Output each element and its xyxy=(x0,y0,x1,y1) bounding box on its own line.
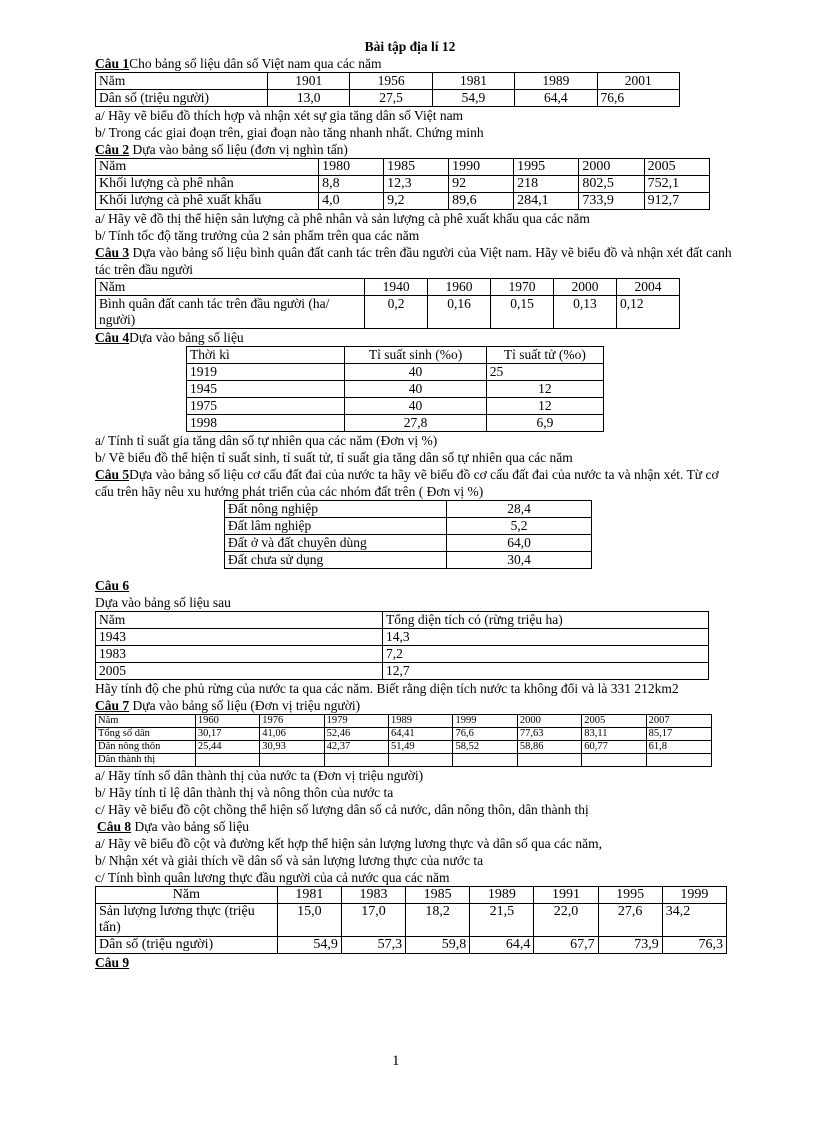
table-cell: 1985 xyxy=(406,887,470,904)
table-cell: 22,0 xyxy=(534,904,598,937)
table-cell xyxy=(260,754,324,767)
table-cell: Thời kì xyxy=(187,347,345,364)
q2-intro: Câu 2 Dựa vào bảng số liệu (đơn vị nghìn tấn) xyxy=(95,142,348,157)
table-cell: 12 xyxy=(486,398,603,415)
table-cell: 1945 xyxy=(187,381,345,398)
table-cell: 1989 xyxy=(515,73,597,90)
table-cell: Năm xyxy=(96,279,365,296)
table-cell: Dân nông thôn xyxy=(96,741,196,754)
table-cell: 76,6 xyxy=(453,728,517,741)
table-cell: 1943 xyxy=(96,629,383,646)
q7-part-a: a/ Hãy tính số dân thành thị của nước ta (Đơn vị triệu người) xyxy=(95,768,424,783)
table-row xyxy=(96,937,727,954)
q3-table xyxy=(95,278,680,329)
table-cell: 12,7 xyxy=(383,663,709,680)
table-cell: 2000 xyxy=(517,715,581,728)
table-cell: 1991 xyxy=(534,887,598,904)
page-title: Bài tập địa lí 12 xyxy=(364,39,456,54)
table-cell: 40 xyxy=(345,364,486,381)
document-page xyxy=(95,38,735,971)
table-cell: 1985 xyxy=(384,159,449,176)
table-row xyxy=(96,646,709,663)
table-cell: 1975 xyxy=(187,398,345,415)
table-cell: 64,4 xyxy=(470,937,534,954)
table-row xyxy=(96,728,712,741)
table-cell: Dân số (triệu người) xyxy=(96,90,268,107)
table-cell: 1983 xyxy=(96,646,383,663)
table-row xyxy=(96,73,680,90)
q4-intro: Câu 4Dựa vào bảng số liệu xyxy=(95,330,244,345)
table-cell: 1998 xyxy=(187,415,345,432)
table-cell: 12,3 xyxy=(384,176,449,193)
q1-label: Câu 1 xyxy=(95,56,130,71)
table-cell: 27,8 xyxy=(345,415,486,432)
q4-label: Câu 4 xyxy=(95,330,130,345)
table-cell: 25 xyxy=(486,364,603,381)
table-cell: 89,6 xyxy=(449,193,514,210)
q8-label: Câu 8 xyxy=(97,819,132,834)
table-cell: 1976 xyxy=(260,715,324,728)
table-cell: 76,6 xyxy=(597,90,679,107)
table-cell: 0,15 xyxy=(491,296,554,329)
table-cell: Đất nông nghiệp xyxy=(225,501,447,518)
table-cell: 60,77 xyxy=(582,741,646,754)
q3-label: Câu 3 xyxy=(95,245,130,260)
table-cell: 77,63 xyxy=(517,728,581,741)
table-cell: 30,4 xyxy=(447,552,592,569)
table-cell: 2001 xyxy=(597,73,679,90)
q8-part-c: c/ Tính bình quân lương thực đầu người của cả nước qua các năm xyxy=(95,870,450,885)
table-cell: 1940 xyxy=(365,279,428,296)
table-cell xyxy=(195,754,259,767)
table-row xyxy=(96,715,712,728)
q7-part-c: c/ Hãy vẽ biểu đồ cột chồng thể hiện số lượng dân số cả nước, dân nông thôn, dân thành thị xyxy=(95,802,589,817)
table-row xyxy=(225,552,592,569)
q2-part-a: a/ Hãy vẽ đồ thị thể hiện sản lượng cà phê nhân và sản lượng cà phê xuất khẩu qua các năm xyxy=(95,211,590,226)
table-cell: 30,17 xyxy=(195,728,259,741)
table-cell: 25,44 xyxy=(195,741,259,754)
table-cell: 21,5 xyxy=(470,904,534,937)
page-number: 1 xyxy=(392,1053,400,1069)
q3-intro: Câu 3 Dựa vào bảng số liệu bình quân đất canh tác trên đầu người của Việt nam. Hãy vẽ biểu đồ và nhận xét đất canh tác trên đầu người xyxy=(95,245,732,277)
table-cell: 67,7 xyxy=(534,937,598,954)
q7-intro: Câu 7 Dựa vào bảng số liệu (Đơn vị triệu người) xyxy=(95,698,361,713)
table-cell: 1995 xyxy=(514,159,579,176)
table-cell: 0,12 xyxy=(616,296,679,329)
table-cell: Tổng số dân xyxy=(96,728,196,741)
table-cell: 1999 xyxy=(662,887,726,904)
table-cell: 40 xyxy=(345,398,486,415)
table-row xyxy=(96,629,709,646)
table-row xyxy=(96,193,710,210)
table-row xyxy=(187,364,604,381)
table-cell: Dân số (triệu người) xyxy=(96,937,278,954)
table-cell: Năm xyxy=(96,715,196,728)
table-cell: Dân thành thị xyxy=(96,754,196,767)
table-row xyxy=(187,347,604,364)
table-row xyxy=(225,518,592,535)
q8-part-a: a/ Hãy vẽ biểu đồ cột và đường kết hợp thể hiện sản lượng lương thực và dân số qua các năm, xyxy=(95,836,602,851)
q8-intro: Câu 8 Dựa vào bảng số liệu xyxy=(97,819,250,834)
table-cell: 1981 xyxy=(277,887,341,904)
table-cell: 58,86 xyxy=(517,741,581,754)
table-cell: 28,4 xyxy=(447,501,592,518)
table-row xyxy=(187,398,604,415)
table-cell: 17,0 xyxy=(341,904,405,937)
table-cell: 1980 xyxy=(319,159,384,176)
table-cell: 1989 xyxy=(389,715,453,728)
table-cell: Năm xyxy=(96,73,268,90)
q7-label: Câu 7 xyxy=(95,698,130,713)
table-cell: 2005 xyxy=(644,159,709,176)
table-cell: Bình quân đất canh tác trên đầu người (ha/ người) xyxy=(96,296,365,329)
table-cell: 2005 xyxy=(96,663,383,680)
table-cell: 58,52 xyxy=(453,741,517,754)
q9-label: Câu 9 xyxy=(95,955,130,970)
q2-table xyxy=(95,158,710,210)
table-cell: 57,3 xyxy=(341,937,405,954)
table-cell: 1960 xyxy=(428,279,491,296)
table-cell: 27,5 xyxy=(350,90,432,107)
table-cell: 5,2 xyxy=(447,518,592,535)
table-row xyxy=(96,296,680,329)
table-cell: 8,8 xyxy=(319,176,384,193)
table-row xyxy=(96,904,727,937)
table-row xyxy=(225,535,592,552)
table-cell: 41,06 xyxy=(260,728,324,741)
table-cell: 284,1 xyxy=(514,193,579,210)
table-cell: 1901 xyxy=(268,73,350,90)
q2-label: Câu 2 xyxy=(95,142,130,157)
table-row xyxy=(96,176,710,193)
q6-label: Câu 6 xyxy=(95,578,130,593)
table-cell: 7,2 xyxy=(383,646,709,663)
table-cell: Đất lâm nghiệp xyxy=(225,518,447,535)
table-cell: 61,8 xyxy=(646,741,711,754)
table-cell: 14,3 xyxy=(383,629,709,646)
table-cell: 64,4 xyxy=(515,90,597,107)
table-cell xyxy=(646,754,711,767)
table-cell: 12 xyxy=(486,381,603,398)
table-cell xyxy=(582,754,646,767)
table-cell: 83,11 xyxy=(582,728,646,741)
q6-table xyxy=(95,611,709,680)
q5-intro: Câu 5Dựa vào bảng số liệu cơ cấu đất đai của nước ta hãy vẽ biểu đồ cơ cấu đất đai của nước ta và nhận xét. Từ cơ cấu trên hãy nêu xu hướng phát triển của các nhóm đất trên ( Đơn vị %) xyxy=(95,467,719,499)
table-cell: 1956 xyxy=(350,73,432,90)
q9-heading xyxy=(95,954,735,971)
table-cell: 13,0 xyxy=(268,90,350,107)
table-cell: Đất ở và đất chuyên dùng xyxy=(225,535,447,552)
table-cell: 2000 xyxy=(579,159,644,176)
table-cell: 733,9 xyxy=(579,193,644,210)
q6-text: Hãy tính độ che phủ rừng của nước ta qua các năm. Biết rằng diện tích nước ta không đổi và là 331 212km2 xyxy=(95,681,679,696)
table-cell: 1919 xyxy=(187,364,345,381)
q1-table xyxy=(95,72,680,107)
q5-label: Câu 5 xyxy=(95,467,130,482)
table-cell: 1970 xyxy=(491,279,554,296)
table-row xyxy=(96,612,709,629)
table-cell: Khối lượng cà phê nhân xyxy=(96,176,319,193)
table-cell: 1995 xyxy=(598,887,662,904)
table-cell: 0,13 xyxy=(553,296,616,329)
table-cell: 34,2 xyxy=(662,904,726,937)
table-cell: Tỉ suất sinh (%o) xyxy=(345,347,486,364)
table-cell: 1990 xyxy=(449,159,514,176)
q7-table xyxy=(95,714,712,767)
table-cell: 51,49 xyxy=(389,741,453,754)
table-cell: 218 xyxy=(514,176,579,193)
q6-intro: Dựa vào bảng số liệu sau xyxy=(95,595,231,610)
table-cell: Đất chưa sử dụng xyxy=(225,552,447,569)
table-row xyxy=(96,663,709,680)
table-cell: 2004 xyxy=(616,279,679,296)
table-row xyxy=(96,279,680,296)
table-cell xyxy=(389,754,453,767)
table-cell: 752,1 xyxy=(644,176,709,193)
q4-table xyxy=(186,346,604,432)
table-cell: 2000 xyxy=(553,279,616,296)
table-cell xyxy=(324,754,388,767)
table-cell xyxy=(517,754,581,767)
q5-table xyxy=(224,500,592,569)
table-cell: 59,8 xyxy=(406,937,470,954)
table-cell: 64,41 xyxy=(389,728,453,741)
table-cell: 76,3 xyxy=(662,937,726,954)
q1-part-a: a/ Hãy vẽ biểu đồ thích hợp và nhận xét sự gia tăng dân số Việt nam xyxy=(95,108,464,123)
table-cell: 6,9 xyxy=(486,415,603,432)
q8-table xyxy=(95,886,727,954)
table-cell: 2007 xyxy=(646,715,711,728)
table-cell: 0,2 xyxy=(365,296,428,329)
table-cell: 64,0 xyxy=(447,535,592,552)
table-cell: Năm xyxy=(96,612,383,629)
table-cell xyxy=(453,754,517,767)
q4-part-a: a/ Tính tỉ suất gia tăng dân số tự nhiên qua các năm (Đơn vị %) xyxy=(95,433,438,448)
q6-heading xyxy=(95,577,735,594)
table-row xyxy=(187,415,604,432)
table-row xyxy=(96,741,712,754)
table-cell: Năm xyxy=(96,887,278,904)
table-cell: 54,9 xyxy=(432,90,514,107)
table-cell: 18,2 xyxy=(406,904,470,937)
table-cell: 1999 xyxy=(453,715,517,728)
table-cell: 1981 xyxy=(432,73,514,90)
table-cell: 0,16 xyxy=(428,296,491,329)
q2-part-b: b/ Tính tốc độ tăng trưởng của 2 sản phẩm trên qua các năm xyxy=(95,228,420,243)
table-cell: 15,0 xyxy=(277,904,341,937)
table-cell: Tỉ suất tử (%o) xyxy=(486,347,603,364)
q4-part-b: b/ Vẽ biểu đồ thể hiện tỉ suất sinh, tỉ suất tử, tỉ suất gia tăng dân số tự nhiên qua các năm xyxy=(95,450,573,465)
table-cell: 42,37 xyxy=(324,741,388,754)
table-cell: 1989 xyxy=(470,887,534,904)
table-row xyxy=(96,887,727,904)
table-row xyxy=(187,381,604,398)
q1-part-b: b/ Trong các giai đoạn trên, giai đoạn nào tăng nhanh nhất. Chứng minh xyxy=(95,125,484,140)
table-row xyxy=(96,754,712,767)
table-cell: 2005 xyxy=(582,715,646,728)
table-cell: 73,9 xyxy=(598,937,662,954)
table-row xyxy=(225,501,592,518)
table-cell: 1979 xyxy=(324,715,388,728)
q7-part-b: b/ Hãy tính tỉ lệ dân thành thị và nông thôn của nước ta xyxy=(95,785,394,800)
table-cell: Khối lượng cà phê xuất khẩu xyxy=(96,193,319,210)
table-cell: 1960 xyxy=(195,715,259,728)
table-cell: 4,0 xyxy=(319,193,384,210)
table-cell: 92 xyxy=(449,176,514,193)
q1-intro: Câu 1Cho bảng số liệu dân số Việt nam qua các năm xyxy=(95,56,382,71)
table-cell: 85,17 xyxy=(646,728,711,741)
table-cell: Sản lượng lương thực (triệu tấn) xyxy=(96,904,278,937)
q8-part-b: b/ Nhận xét và giải thích về dân số và sản lượng lương thực của nước ta xyxy=(95,853,484,868)
table-row xyxy=(96,159,710,176)
table-cell: 40 xyxy=(345,381,486,398)
table-cell: 30,93 xyxy=(260,741,324,754)
table-cell: 802,5 xyxy=(579,176,644,193)
table-cell: Tổng diện tích có (rừng triệu ha) xyxy=(383,612,709,629)
table-cell: Năm xyxy=(96,159,319,176)
table-cell: 1983 xyxy=(341,887,405,904)
table-cell: 9,2 xyxy=(384,193,449,210)
table-cell: 54,9 xyxy=(277,937,341,954)
table-cell: 27,6 xyxy=(598,904,662,937)
table-cell: 52,46 xyxy=(324,728,388,741)
table-row xyxy=(96,90,680,107)
table-cell: 912,7 xyxy=(644,193,709,210)
